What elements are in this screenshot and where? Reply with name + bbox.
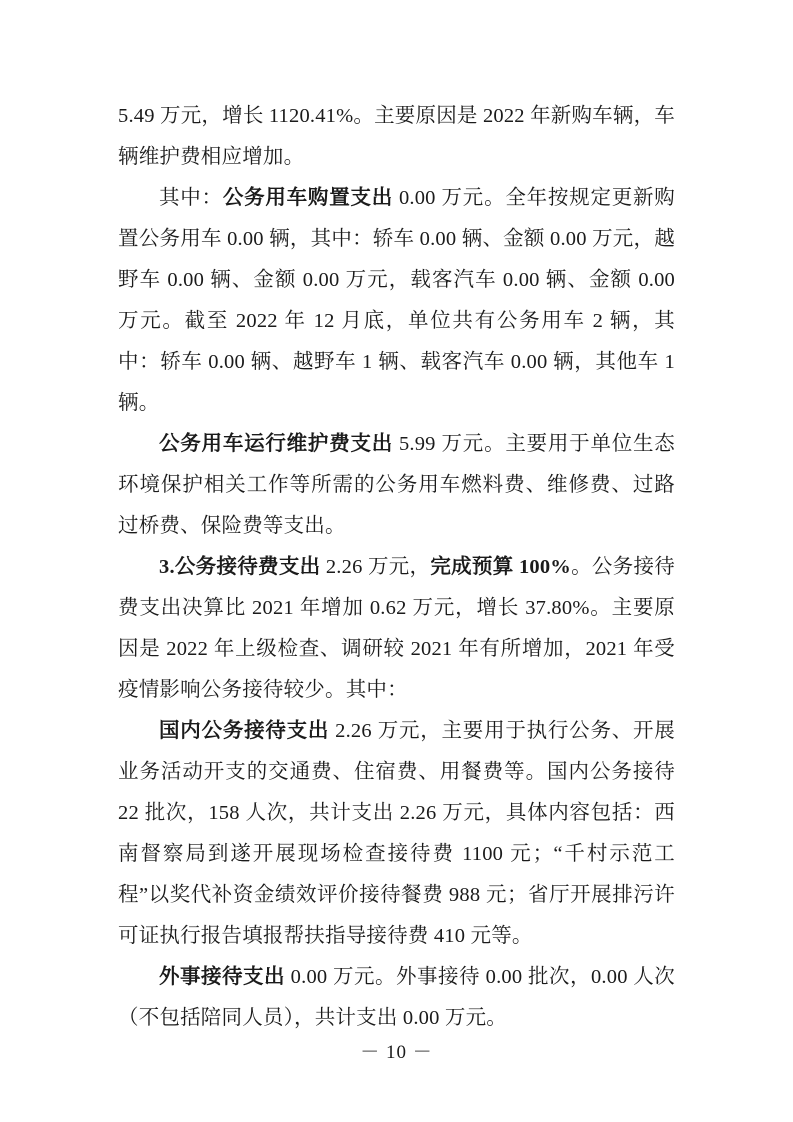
paragraph-emphasis: 公务用车购置支出 xyxy=(222,187,394,209)
paragraph xyxy=(118,957,675,1039)
paragraph-emphasis: 完成预算 100% xyxy=(430,556,571,578)
document-body xyxy=(118,96,675,1039)
paragraph xyxy=(118,424,675,547)
paragraph-text: 其中： xyxy=(159,187,223,209)
page-number: － 10 － xyxy=(360,1042,433,1063)
paragraph xyxy=(118,178,675,424)
paragraph-text: 5.49 万元，增长 1120.41%。主要原因是 2022 年新购车辆，车辆维护费相应增加。 xyxy=(118,105,675,168)
paragraph-text: 2.26 万元，主要用于执行公务、开展业务活动开支的交通费、住宿费、用餐费等。国内公务接待 22 批次，158 人次，共计支出 2.26 万元，具体内容包括：西南督察局到遂开展现场检查接待费 1100 元；“千村示范工程”以奖代补资金绩效评价接待餐费 988 元；省厅开展排污许可证执行报告填报帮扶指导接待费 410 元等。 xyxy=(118,720,675,947)
paragraph-text: 2.26 万元， xyxy=(320,556,431,578)
paragraph-emphasis: 公务用车运行维护费支出 xyxy=(159,433,394,455)
paragraph-text: 5.99 万元。主要用于单位生态环境保护相关工作等所需的公务用车燃料费、维修费、过路过桥费、保险费等支出。 xyxy=(118,433,675,537)
paragraph-emphasis: 3.公务接待费支出 xyxy=(159,556,321,578)
paragraph-text: 。公务接待费支出决算比 2021 年增加 0.62 万元，增长 37.80%。主要原因是 2022 年上级检查、调研较 2021 年有所增加，2021 年受疫情影响公务接待较少。其中： xyxy=(118,556,675,701)
paragraph xyxy=(118,96,675,178)
paragraph xyxy=(118,547,675,711)
paragraph xyxy=(118,711,675,957)
paragraph-emphasis: 外事接待支出 xyxy=(159,966,286,988)
paragraph-text: 0.00 万元。外事接待 0.00 批次，0.00 人次（不包括陪同人员），共计支出 0.00 万元。 xyxy=(118,966,675,1029)
paragraph-emphasis: 国内公务接待支出 xyxy=(159,720,330,742)
paragraph-text: 0.00 万元。全年按规定更新购置公务用车 0.00 辆，其中：轿车 0.00 辆、金额 0.00 万元，越野车 0.00 辆、金额 0.00 万元，载客汽车 0.00 辆、金额 0.00 万元。截至 2022 年 12 月底，单位共有公务用车 2 辆，其中：轿车 0.00 辆、越野车 1 辆、载客汽车 0.00 辆，其他车 1 辆。 xyxy=(118,187,675,414)
